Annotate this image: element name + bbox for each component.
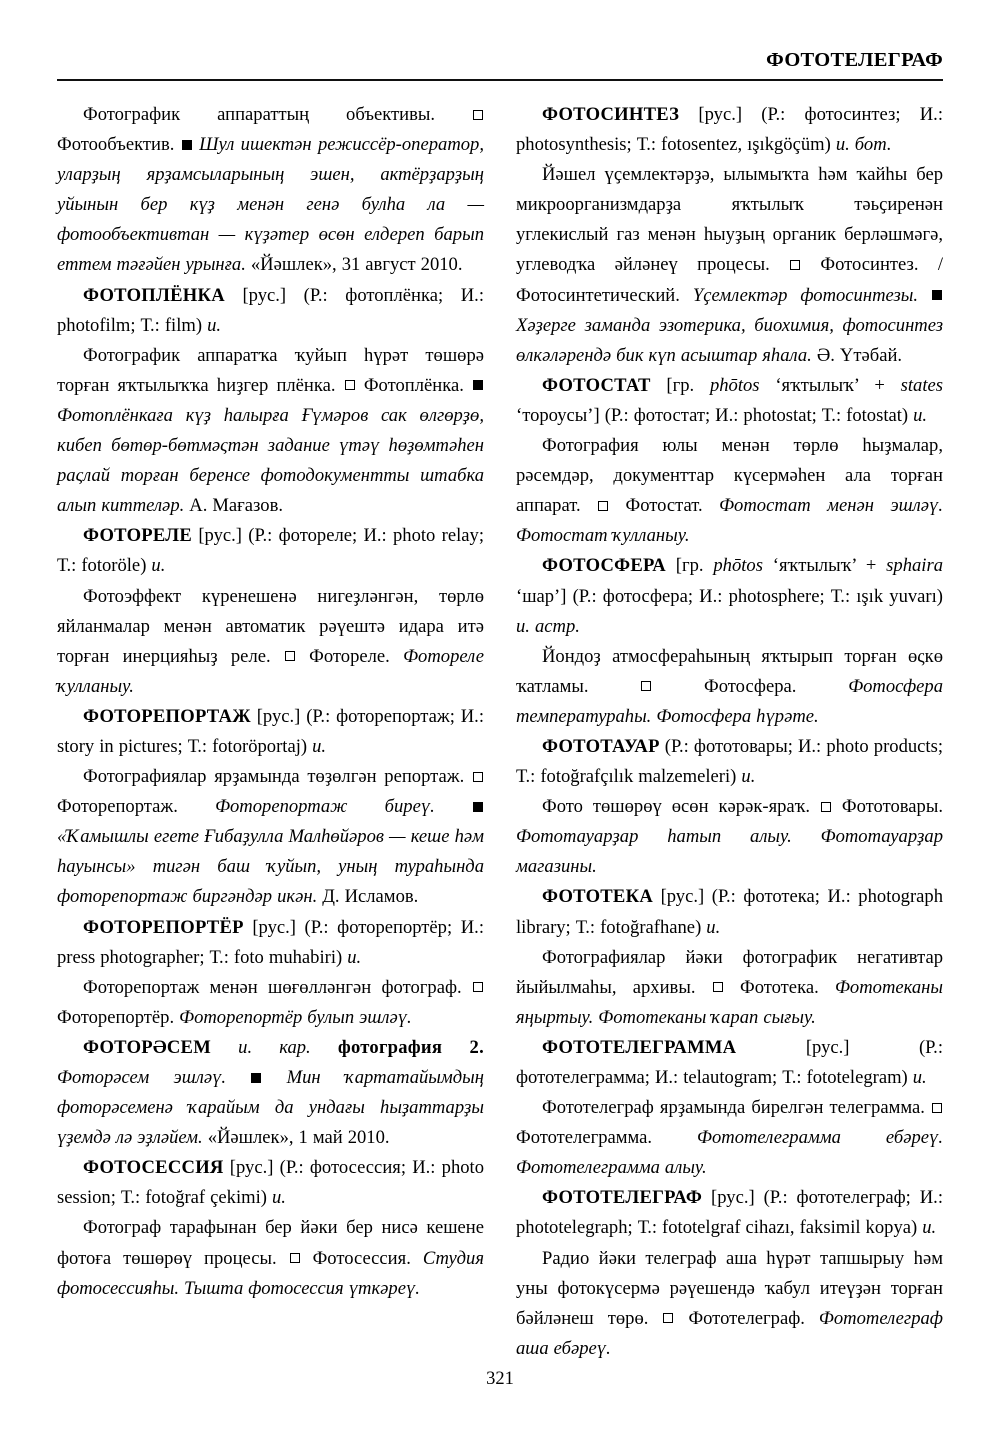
headword: ФОТОТАУАР	[542, 735, 660, 757]
italic-text: Фототауарҙар һатып алыу. Фототауарҙар магазины.	[516, 826, 943, 878]
body-text: Фотоплёнка.	[355, 374, 472, 396]
page-number: 321	[486, 1369, 514, 1389]
body-text: [рус.] (Р.: фоторепортаж; И.: story in pictures; Т.: fotoröportaj)	[57, 705, 484, 757]
open-square-marker	[473, 110, 483, 120]
body-text: Фото төшөрөү өсөн кәрәк-яраҡ.	[542, 796, 820, 818]
entry-definition	[57, 973, 484, 1033]
body-text: [рус.] (Р.: фототелеграф; И.: phototelegraph; Т.: fototelgraf cihazı, faksimil kopya)	[516, 1187, 943, 1239]
left-column	[57, 100, 484, 1340]
open-square-marker	[821, 802, 831, 812]
body-text: Фотографик аппараттың объективы.	[83, 104, 472, 125]
open-square-marker	[932, 1103, 942, 1113]
headword: фотография 2.	[337, 1036, 484, 1058]
filled-square-marker	[251, 1073, 261, 1083]
entry-definition	[516, 431, 943, 551]
italic-text: и.	[741, 766, 756, 788]
headword: ФОТОСЕССИЯ	[83, 1157, 224, 1179]
italic-text: и. кар.	[211, 1036, 338, 1058]
body-text: Фототелеграф ярҙамында бирелгән телеграмма.	[542, 1097, 931, 1119]
dictionary-entry	[57, 1153, 484, 1213]
entry-definition	[516, 1093, 943, 1183]
body-text: Фотографик аппаратҡа ҡуйып һүрәт төшөрә торған яҡтылыҡҡа һиҙгер плёнка.	[57, 344, 484, 396]
body-text: Фотосессия.	[300, 1247, 423, 1269]
open-square-marker	[713, 982, 723, 992]
italic-text: phōtos	[709, 374, 760, 396]
dictionary-entry	[516, 882, 943, 942]
body-text	[918, 285, 931, 306]
entry-definition	[57, 582, 484, 702]
body-text: Фотосфера.	[652, 675, 849, 697]
body-columns	[57, 100, 944, 1359]
entry-definition	[516, 792, 943, 882]
open-square-marker	[473, 772, 483, 782]
body-text: Ә. Үтәбай.	[811, 344, 903, 366]
body-text: [рус.] (Р.: фотосессия; И.: photo session; Т.: fotoğraf çekimi)	[57, 1157, 484, 1209]
italic-text: и.	[207, 314, 222, 336]
headword: ФОТОРЕЛЕ	[83, 525, 193, 547]
body-text: Фотография юлы менән төрлө һыҙмалар, рәсемдәр, документтар күсермәһен ала торған аппарат.	[516, 435, 943, 517]
open-square-marker	[290, 1253, 300, 1263]
dictionary-entry	[57, 702, 484, 762]
dictionary-entry	[516, 371, 943, 431]
open-square-marker	[285, 651, 295, 661]
open-square-marker	[663, 1313, 673, 1323]
dictionary-entry	[57, 1033, 484, 1153]
open-square-marker	[598, 501, 608, 511]
entry-continuation	[57, 100, 484, 281]
body-text: ‘яҡтылыҡ’ +	[762, 555, 887, 577]
open-square-marker	[641, 681, 651, 691]
italic-text: и.	[922, 1217, 937, 1239]
body-text: А. Мағазов.	[184, 495, 284, 517]
italic-text: и.	[347, 946, 362, 968]
entry-definition	[516, 1244, 943, 1364]
italic-text: Фоторепортёр булып эшләү.	[179, 1006, 412, 1028]
body-text: Фотореле.	[295, 645, 404, 667]
italic-text: Шул ишектән режиссёр-оператор, уларҙың ярҙамсыларының эшен, актёрҙарҙың уйынын бер күҙ менән генә булһа ла — фотообъективтан — күҙәтер өсөн елдереп барып еттем тәғәйен урынға.	[57, 134, 484, 276]
body-text: Фототелеграмма.	[516, 1127, 698, 1149]
italic-text: и.	[312, 735, 327, 757]
italic-text: Фотосфера температураһы. Фотосфера һүрәте.	[516, 675, 943, 727]
italic-text: и.	[151, 555, 166, 577]
body-text: Фоторепортёр.	[57, 1006, 180, 1028]
italic-text: и. бот.	[835, 134, 892, 156]
dictionary-entry	[57, 913, 484, 973]
body-text: [рус.] (Р.: фоторепортёр; И.: press photographer; Т.: foto muhabiri)	[57, 916, 484, 968]
italic-text: и.	[913, 404, 928, 426]
running-head-title: ФОТОТЕЛЕГРАФ	[766, 49, 943, 71]
body-text: [гр.	[650, 374, 710, 396]
body-text: Фотограф тарафынан бер йәки бер нисә кешене фотоға төшөрөү процесы.	[57, 1217, 484, 1269]
body-text: Фототека.	[723, 976, 835, 998]
italic-text: Хәҙерге заманда эзотерика, биохимия, фотосинтез өлкәләрендә бик күп асыштар яһала.	[516, 314, 943, 366]
headword: ФОТОСТАТ	[542, 374, 651, 396]
body-text: Фотографиялар йәки фотографик негативтар йыйылмаһы, архивы.	[516, 946, 943, 998]
body-text: «Йәшлек», 1 май 2010.	[202, 1127, 390, 1149]
body-text	[226, 1067, 250, 1088]
italic-text: Үҫемлектәр фотосинтезы.	[692, 284, 919, 306]
filled-square-marker	[932, 290, 942, 300]
headword: ФОТОРЕПОРТАЖ	[83, 705, 251, 727]
body-text: «Йәшлек», 31 август 2010.	[245, 254, 463, 276]
italic-text: «Ҡамышлы егете Ғибаҙулла Малһөйәров — кеше һәм һауынсы» тигән баш ҡуйып, уның тураһында фоторепортаж биргәндәр икән.	[57, 826, 484, 908]
italic-text: Фототелеграф аша ебәреү.	[516, 1307, 943, 1359]
body-text: Фоторепортаж менән шөғөлләнгән фотограф.	[83, 976, 472, 998]
body-text: ‘тороусы’] (Р.: фотостат; И.: photostat; Т.: fotostat)	[516, 404, 914, 426]
italic-text: phōtos	[713, 555, 763, 577]
body-text: Фотосинтез. / Фотосинтетический.	[516, 254, 944, 306]
italic-text: Фотостат менән эшләү. Фотостат ҡулланыу.	[516, 495, 943, 547]
entry-definition	[57, 341, 484, 522]
body-text: (Р.: фототовары; И.: photo products; Т.: fotoğrafçılık malzemeleri)	[516, 735, 943, 788]
filled-square-marker	[473, 380, 483, 390]
italic-text: и. астр.	[516, 615, 580, 637]
italic-text: Фоторәсем эшләү.	[57, 1067, 227, 1088]
headword: ФОТОТЕЛЕГРАФ	[542, 1187, 703, 1209]
body-text: [рус.] (Р.: фотоплёнка; И.: photofilm; Т.: film)	[57, 284, 484, 336]
italic-text: и.	[271, 1187, 286, 1209]
body-text: Йондоҙ атмосфераһының яҡтырып торған өςкө ҡатламы.	[516, 645, 943, 697]
dictionary-entry	[516, 732, 943, 792]
italic-text: Фотореле ҡулланыу.	[57, 645, 484, 697]
dictionary-entry	[57, 281, 484, 341]
headword: ФОТОТЕЛЕГРАММА	[542, 1036, 737, 1058]
headword: ФОТОРЕПОРТЁР	[83, 916, 244, 938]
italic-text: Фотоплёнкаға күҙ һалырға Ғүмәров сак өлгөрҙө, кибеп бөтөр-бөтмәςтән задание үтәү һөҙөмтәһен раςлай торған беренсе фотодокументты штабка алып киттеләр.	[57, 404, 484, 517]
italic-text: states	[900, 374, 944, 396]
body-text: Фотоэффект күренешенә нигеҙләнгән, төрлө яйланмалар менән автоматик рәүештә идара итә торған инерцияһыҙ реле.	[57, 585, 484, 667]
entry-definition	[57, 762, 484, 912]
header-rule	[57, 79, 943, 81]
headword: ФОТОСИНТЕЗ	[542, 104, 680, 125]
entry-definition	[516, 642, 943, 732]
headword: ФОТОТЕКА	[542, 886, 653, 908]
body-text	[435, 796, 472, 817]
body-text: Д. Исламов.	[317, 886, 419, 908]
running-head	[57, 48, 943, 82]
headword: ФОТОСФЕРА	[542, 555, 666, 577]
italic-text: sphaira	[886, 555, 943, 577]
body-text: Фотостат.	[609, 495, 720, 517]
dictionary-entry	[516, 551, 943, 641]
italic-text: Мин ҡартатайымдың фоторәсеменә ҡарайым да ундағы һыҙаттарҙы үҙемдә лә эҙләйем.	[57, 1067, 484, 1149]
headword: ФОТОРӘСЕМ	[83, 1036, 212, 1058]
body-text: [гр.	[665, 555, 714, 577]
body-text: Фототовары.	[831, 796, 943, 818]
italic-text: Студия фотосессияһы. Тышта фотосессия үткәреү.	[57, 1247, 485, 1299]
entry-definition	[516, 160, 943, 371]
body-text: [рус.] (Р.: фототека; И.: photograph library; Т.: fotoğrafhane)	[516, 886, 943, 938]
italic-text: Фоторепортаж биреү.	[215, 796, 435, 818]
open-square-marker	[473, 982, 483, 992]
dictionary-entry	[57, 521, 484, 581]
open-square-marker	[790, 260, 800, 270]
dictionary-entry	[516, 1183, 943, 1243]
italic-text: и.	[706, 916, 721, 938]
body-text: [рус.] (Р.: фототелеграмма; И.: telautogram; Т.: fototelegram)	[516, 1036, 943, 1088]
body-text: [рус.] (Р.: фотосинтез; И.: photosynthesis; Т.: fotosentez, ışıkgöçüm)	[516, 104, 943, 156]
filled-square-marker	[473, 802, 483, 812]
body-text: Фотографиялар ярҙамында төҙөлгән репортаж.	[83, 766, 472, 788]
dictionary-entry	[516, 1033, 943, 1093]
italic-text: Фототелеграмма ебәреү. Фототелеграмма алыу.	[516, 1127, 943, 1179]
body-text: ‘яҡтылыҡ’ +	[759, 374, 901, 396]
body-text: Фоторепортаж.	[57, 796, 216, 818]
body-text: Фототелеграф.	[674, 1307, 819, 1329]
italic-text: Фототеканы яңыртыу. Фототеканы ҡарап сығыу.	[516, 976, 943, 1028]
body-text: Йәшел үҫемлектәрҙә, ылымыҡта һәм ҡайһы бер микроорганизмдарҙа яҡтылыҡ тәьҫиренән углекислый газ менән һыуҙың органик берләшмәгә, углеводҡа әйләнеү процесы.	[516, 164, 943, 276]
dictionary-entry	[516, 100, 943, 160]
headword: ФОТОПЛЁНКА	[83, 284, 225, 306]
body-text: Радио йәки телеграф аша һүрәт тапшырыу һәм уны фотокүсермә рәүешендә ҡабул итеүҙән торған бәйләнеш төрө.	[516, 1247, 943, 1329]
body-text: ‘шар’] (Р.: фотосфера; И.: photosphere; Т.: ışık yuvarı)	[516, 585, 943, 607]
entry-definition	[57, 1213, 484, 1303]
body-text: Фотообъектив.	[57, 134, 181, 156]
entry-definition	[516, 943, 943, 1033]
body-text: [рус.] (Р.: фотореле; И.: photo relay; Т.: fotoröle)	[57, 525, 484, 577]
italic-text: и.	[912, 1067, 927, 1088]
open-square-marker	[345, 380, 355, 390]
filled-square-marker	[182, 140, 192, 150]
right-column	[516, 100, 944, 1359]
